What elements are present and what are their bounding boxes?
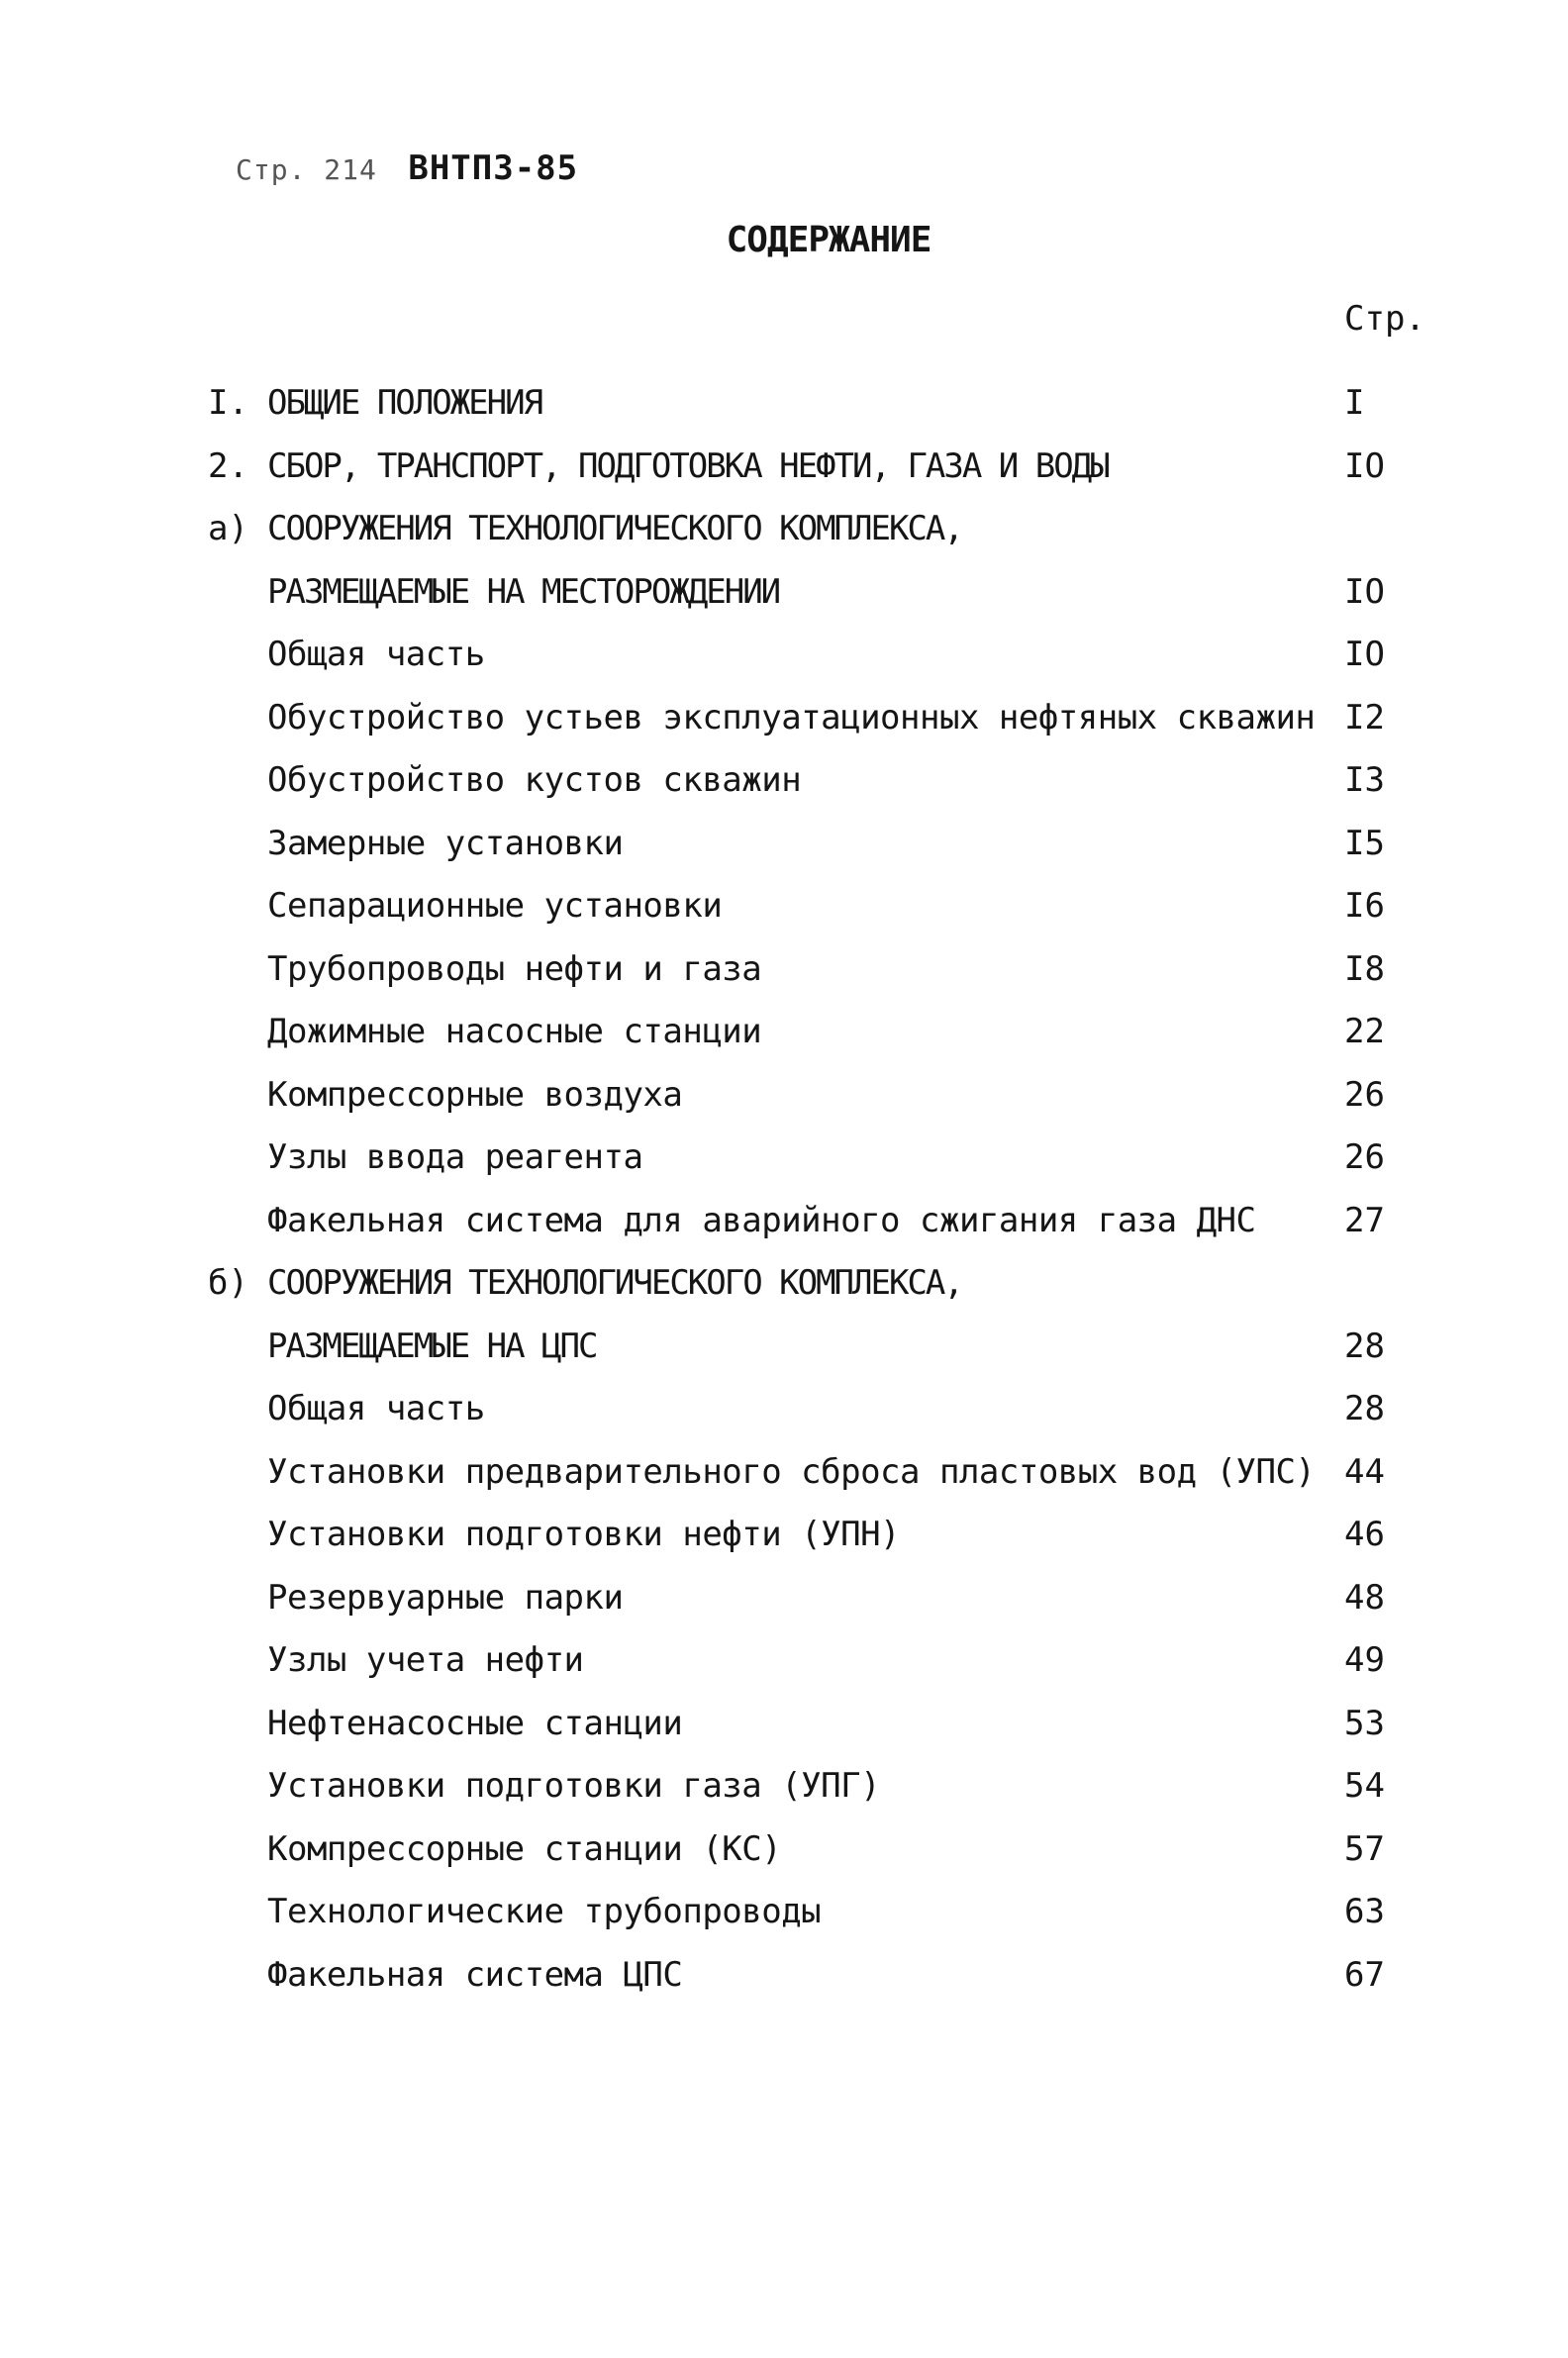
toc-entry: [208, 1441, 1465, 1505]
toc-entry-label: Замерные установки: [267, 823, 624, 863]
page-title: СОДЕРЖАНИЕ: [726, 220, 931, 260]
toc-entry-page: 26: [1344, 1137, 1385, 1177]
toc-entry-label: Узлы ввода реагента: [267, 1137, 643, 1177]
toc-entry: [208, 1629, 1465, 1693]
toc-entry-label: Технологические трубопроводы: [267, 1892, 822, 1931]
document-header: [236, 148, 578, 188]
toc-entry: [208, 1378, 1465, 1441]
toc-entry-number: а): [208, 509, 248, 548]
toc-entry-page: 22: [1344, 1012, 1385, 1051]
page-mark: Стр. 214: [236, 153, 377, 186]
toc-entry-label: РАЗМЕЩАЕМЫЕ НА ЦПС: [267, 1326, 597, 1366]
toc-entry-page: 54: [1344, 1766, 1385, 1806]
toc-entry-label: Резервуарные парки: [267, 1577, 624, 1618]
toc-entry-label: Дожимные насосные станции: [267, 1012, 762, 1051]
page-column-label: Стр.: [1344, 299, 1425, 339]
toc-entry-label: Обустройство кустов скважин: [267, 760, 802, 800]
toc-entry: [208, 1693, 1465, 1756]
toc-entry-page: 49: [1344, 1640, 1385, 1680]
toc-entry-number: 2.: [208, 445, 248, 486]
toc-entry: [208, 1567, 1465, 1630]
toc-entry-label: Обустройство устьев эксплуатационных нефтяных скважин: [267, 697, 1316, 737]
toc-entry-page: 28: [1344, 1389, 1385, 1428]
toc-entry-page: 27: [1344, 1200, 1385, 1240]
toc-entry-label: Установки предварительного сброса пластовых вод (УПС): [267, 1451, 1316, 1492]
toc-entry: [208, 875, 1465, 938]
toc-entry: [208, 687, 1465, 750]
toc-entry-page: I3: [1344, 760, 1385, 800]
toc-entry-page: IO: [1344, 635, 1385, 674]
toc-entry-label: Нефтенасосные станции: [267, 1703, 683, 1743]
toc-entry-page: 46: [1344, 1515, 1385, 1554]
toc-entry: [208, 1064, 1465, 1128]
toc-entry-page: 48: [1344, 1577, 1385, 1618]
toc-entry: [208, 1755, 1465, 1818]
table-of-contents: [208, 372, 1465, 2007]
toc-entry-label: СООРУЖЕНИЯ ТЕХНОЛОГИЧЕСКОГО КОМПЛЕКСА,: [267, 509, 962, 548]
toc-entry: [208, 938, 1465, 1002]
toc-entry-label: Компрессорные воздуха: [267, 1074, 683, 1115]
toc-entry: [208, 1504, 1465, 1567]
toc-entry: [208, 498, 1465, 561]
toc-entry: [208, 1818, 1465, 1882]
toc-entry-label: Установки подготовки газа (УПГ): [267, 1766, 881, 1806]
toc-entry: [208, 436, 1465, 499]
toc-entry-page: 63: [1344, 1892, 1385, 1931]
toc-entry-page: I6: [1344, 886, 1385, 926]
toc-entry-label: Установки подготовки нефти (УПН): [267, 1515, 901, 1554]
toc-entry-page: 44: [1344, 1451, 1385, 1492]
toc-entry-label: Факельная система для аварийного сжигания газа ДНС: [267, 1200, 1256, 1240]
toc-entry: [208, 1881, 1465, 1944]
toc-entry: [208, 1127, 1465, 1190]
toc-entry-page: 26: [1344, 1074, 1385, 1115]
toc-entry-number: I.: [208, 383, 248, 423]
toc-entry-label: Общая часть: [267, 635, 485, 674]
toc-entry-page: I: [1344, 383, 1365, 423]
toc-entry-number: б): [208, 1263, 248, 1303]
toc-entry-page: IO: [1344, 571, 1385, 612]
toc-entry: [208, 1190, 1465, 1253]
toc-entry-label: Узлы учета нефти: [267, 1640, 584, 1680]
toc-entry-label: РАЗМЕЩАЕМЫЕ НА МЕСТОРОЖДЕНИИ: [267, 571, 780, 612]
toc-entry-page: 53: [1344, 1703, 1385, 1743]
toc-entry-page: 57: [1344, 1828, 1385, 1869]
toc-entry: [208, 624, 1465, 687]
toc-entry-page: I2: [1344, 697, 1385, 737]
toc-entry: [208, 372, 1465, 436]
toc-entry-label: ОБЩИЕ ПОЛОЖЕНИЯ: [267, 383, 542, 423]
toc-entry: [208, 1316, 1465, 1379]
toc-entry-label: Общая часть: [267, 1389, 485, 1428]
toc-entry-label: Компрессорные станции (КС): [267, 1828, 782, 1869]
toc-entry-page: I5: [1344, 823, 1385, 863]
toc-entry-page: 28: [1344, 1326, 1385, 1366]
toc-entry-label: Трубопроводы нефти и газа: [267, 948, 762, 989]
document-code: ВНТП3-85: [408, 148, 579, 188]
toc-entry-label: СБОР, ТРАНСПОРТ, ПОДГОТОВКА НЕФТИ, ГАЗА И ВОДЫ: [267, 445, 1109, 486]
toc-entry-page: I8: [1344, 948, 1385, 989]
toc-entry: [208, 561, 1465, 625]
toc-entry: [208, 813, 1465, 876]
toc-entry-page: 67: [1344, 1954, 1385, 1995]
toc-entry-label: Сепарационные установки: [267, 886, 723, 926]
toc-entry: [208, 749, 1465, 813]
toc-entry: [208, 1252, 1465, 1316]
toc-entry-page: IO: [1344, 445, 1385, 486]
toc-entry: [208, 1001, 1465, 1064]
toc-entry: [208, 1944, 1465, 2008]
toc-entry-label: СООРУЖЕНИЯ ТЕХНОЛОГИЧЕСКОГО КОМПЛЕКСА,: [267, 1263, 962, 1303]
toc-entry-label: Факельная система ЦПС: [267, 1954, 683, 1995]
